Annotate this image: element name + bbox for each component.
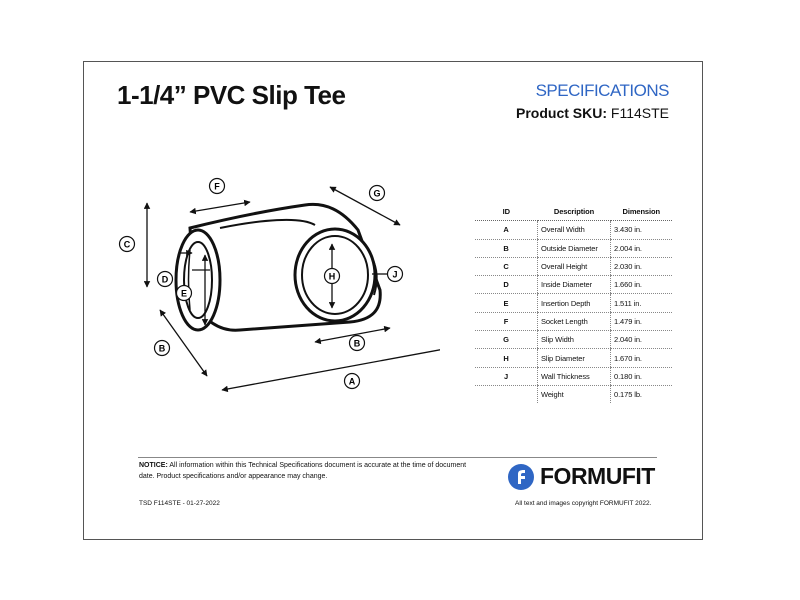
svg-text:F: F bbox=[214, 181, 220, 192]
cell-id: E bbox=[475, 294, 538, 312]
cell-dimension: 1.670 in. bbox=[611, 349, 673, 367]
cell-description: Socket Length bbox=[538, 312, 611, 330]
svg-text:H: H bbox=[328, 271, 336, 282]
table-row bbox=[475, 239, 672, 257]
table-row bbox=[475, 257, 672, 275]
svg-text:A: A bbox=[348, 376, 356, 387]
formufit-logo bbox=[507, 461, 667, 491]
cell-dimension: 1.511 in. bbox=[611, 294, 673, 312]
cell-id: D bbox=[475, 276, 538, 294]
logo-wordmark: FORMUFIT bbox=[540, 463, 655, 489]
svg-text:E: E bbox=[180, 288, 188, 299]
label-c bbox=[120, 237, 135, 252]
cell-description: Overall Width bbox=[538, 221, 611, 239]
specifications-table bbox=[475, 203, 672, 403]
svg-text:B: B bbox=[353, 338, 361, 349]
label-e bbox=[177, 286, 192, 301]
table-header-row bbox=[475, 203, 672, 221]
label-f bbox=[210, 179, 225, 194]
cell-dimension: 0.175 lb. bbox=[611, 385, 673, 403]
cell-dimension: 2.040 in. bbox=[611, 331, 673, 349]
document-id: TSD F114STE - 01-27-2022 bbox=[139, 500, 220, 507]
svg-text:G: G bbox=[373, 188, 381, 199]
label-j bbox=[388, 267, 403, 282]
notice-text bbox=[139, 461, 469, 482]
cell-id: H bbox=[475, 349, 538, 367]
label-g bbox=[370, 186, 385, 201]
cell-id: A bbox=[475, 221, 538, 239]
table-row bbox=[475, 331, 672, 349]
table-row bbox=[475, 221, 672, 239]
label-a bbox=[345, 374, 360, 389]
cell-id: J bbox=[475, 367, 538, 385]
cell-description: Slip Diameter bbox=[538, 349, 611, 367]
label-b-left bbox=[155, 341, 170, 356]
table-row bbox=[475, 312, 672, 330]
label-b-right bbox=[350, 336, 365, 351]
svg-text:B: B bbox=[158, 343, 166, 354]
cell-dimension: 3.430 in. bbox=[611, 221, 673, 239]
cell-description: Weight bbox=[538, 385, 611, 403]
cell-dimension: 0.180 in. bbox=[611, 367, 673, 385]
notice-label: NOTICE: bbox=[139, 462, 168, 469]
cell-dimension: 2.030 in. bbox=[611, 257, 673, 275]
cell-id: G bbox=[475, 331, 538, 349]
col-header-id: ID bbox=[475, 203, 538, 221]
table-row bbox=[475, 385, 672, 403]
cell-dimension: 2.004 in. bbox=[611, 239, 673, 257]
cell-description: Inside Diameter bbox=[538, 276, 611, 294]
table-row bbox=[475, 349, 672, 367]
svg-text:J: J bbox=[392, 269, 398, 280]
sku-label: Product SKU: bbox=[516, 105, 607, 121]
label-d bbox=[158, 272, 173, 287]
cell-description: Wall Thickness bbox=[538, 367, 611, 385]
svg-text:D: D bbox=[161, 274, 169, 285]
cell-id: F bbox=[475, 312, 538, 330]
copyright-text: All text and images copyright FORMUFIT 2022. bbox=[515, 500, 652, 507]
cell-description: Overall Height bbox=[538, 257, 611, 275]
label-h bbox=[325, 269, 340, 284]
tee-body bbox=[176, 204, 380, 330]
cell-dimension: 1.479 in. bbox=[611, 312, 673, 330]
cell-description: Slip Width bbox=[538, 331, 611, 349]
table-row bbox=[475, 367, 672, 385]
slip-tee-drawing bbox=[110, 170, 440, 410]
specifications-heading: SPECIFICATIONS bbox=[535, 81, 669, 100]
cell-id bbox=[475, 385, 538, 403]
cell-dimension: 1.660 in. bbox=[611, 276, 673, 294]
product-sku bbox=[516, 105, 669, 121]
table-row bbox=[475, 294, 672, 312]
cell-id: B bbox=[475, 239, 538, 257]
formufit-logo-icon bbox=[507, 463, 535, 491]
footer-divider bbox=[138, 457, 657, 458]
sku-value: F114STE bbox=[610, 105, 669, 121]
table-row bbox=[475, 276, 672, 294]
col-header-dimension: Dimension bbox=[611, 203, 673, 221]
col-header-description: Description bbox=[538, 203, 611, 221]
cell-description: Outside Diameter bbox=[538, 239, 611, 257]
page-title: 1-1/4” PVC Slip Tee bbox=[117, 80, 346, 110]
svg-text:C: C bbox=[123, 239, 131, 250]
notice-body: All information within this Technical Specifications document is accurate at the time of document date. Product specifications and/or appearance may change. bbox=[139, 462, 467, 480]
cell-description: Insertion Depth bbox=[538, 294, 611, 312]
cell-id: C bbox=[475, 257, 538, 275]
